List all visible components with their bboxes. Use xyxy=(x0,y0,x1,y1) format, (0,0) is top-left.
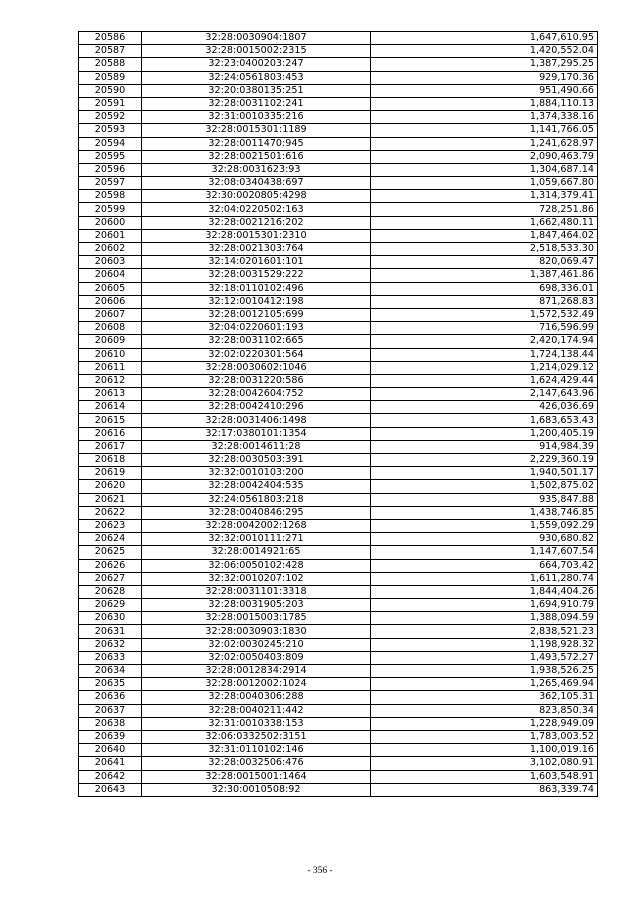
cadastral-number-cell: 32:32:0010207:102 xyxy=(142,572,371,585)
amount-cell: 951,490.66 xyxy=(371,84,598,97)
cadastral-number-cell: 32:14:0201601:101 xyxy=(142,256,371,269)
record-id-cell: 20615 xyxy=(79,414,142,427)
record-id-cell: 20620 xyxy=(79,480,142,493)
cadastral-number-cell: 32:28:0031102:241 xyxy=(142,97,371,110)
record-id-cell: 20606 xyxy=(79,295,142,308)
amount-cell: 2,518,533.30 xyxy=(371,243,598,256)
table-row xyxy=(79,401,598,414)
table-row xyxy=(79,651,598,664)
amount-cell: 1,304,687.14 xyxy=(371,163,598,176)
cadastral-number-cell: 32:28:0014921:65 xyxy=(142,546,371,559)
cadastral-number-cell: 32:28:0021303:764 xyxy=(142,243,371,256)
cadastral-number-cell: 32:20:0380135:251 xyxy=(142,84,371,97)
table-row xyxy=(79,572,598,585)
table-row xyxy=(79,374,598,387)
record-id-cell: 20628 xyxy=(79,585,142,598)
record-id-cell: 20637 xyxy=(79,704,142,717)
record-id-cell: 20618 xyxy=(79,454,142,467)
table-row xyxy=(79,559,598,572)
record-id-cell: 20603 xyxy=(79,256,142,269)
cadastral-number-cell: 32:08:0340438:697 xyxy=(142,177,371,190)
table-row xyxy=(79,599,598,612)
amount-cell: 871,268.83 xyxy=(371,295,598,308)
table-row xyxy=(79,32,598,45)
record-id-cell: 20597 xyxy=(79,177,142,190)
amount-cell: 1,265,469.94 xyxy=(371,678,598,691)
cadastral-number-cell: 32:28:0030503:391 xyxy=(142,454,371,467)
cadastral-number-cell: 32:28:0040846:295 xyxy=(142,506,371,519)
record-id-cell: 20609 xyxy=(79,335,142,348)
cadastral-number-cell: 32:28:0042604:752 xyxy=(142,388,371,401)
amount-cell: 1,844,404.26 xyxy=(371,585,598,598)
record-id-cell: 20588 xyxy=(79,58,142,71)
record-id-cell: 20635 xyxy=(79,678,142,691)
amount-cell: 728,251.86 xyxy=(371,203,598,216)
table-row xyxy=(79,744,598,757)
amount-cell: 2,229,360.19 xyxy=(371,454,598,467)
amount-cell: 1,388,094.59 xyxy=(371,612,598,625)
cadastral-number-cell: 32:30:0020805:4298 xyxy=(142,190,371,203)
table-row xyxy=(79,665,598,678)
table-row xyxy=(79,612,598,625)
amount-cell: 362,105.31 xyxy=(371,691,598,704)
cadastral-number-cell: 32:28:0021216:202 xyxy=(142,216,371,229)
table-row xyxy=(79,243,598,256)
table-row xyxy=(79,454,598,467)
record-id-cell: 20631 xyxy=(79,625,142,638)
table-row xyxy=(79,388,598,401)
table-row xyxy=(79,229,598,242)
table-row xyxy=(79,427,598,440)
amount-cell: 1,241,628.97 xyxy=(371,137,598,150)
page-number: - 356 - xyxy=(307,866,333,876)
amount-cell: 1,214,029.12 xyxy=(371,361,598,374)
amount-cell: 1,100,019.16 xyxy=(371,744,598,757)
cadastral-number-cell: 32:28:0031905:203 xyxy=(142,599,371,612)
cadastral-number-cell: 32:28:0015002:2315 xyxy=(142,45,371,58)
table-row xyxy=(79,177,598,190)
amount-cell: 1,783,003.52 xyxy=(371,730,598,743)
record-id-cell: 20598 xyxy=(79,190,142,203)
amount-cell: 1,694,910.79 xyxy=(371,599,598,612)
cadastral-number-cell: 32:28:0011470:945 xyxy=(142,137,371,150)
amount-cell: 1,420,552.04 xyxy=(371,45,598,58)
record-id-cell: 20613 xyxy=(79,388,142,401)
cadastral-number-cell: 32:04:0220601:193 xyxy=(142,322,371,335)
cadastral-number-cell: 32:28:0015301:2310 xyxy=(142,229,371,242)
table-row xyxy=(79,163,598,176)
table-row xyxy=(79,361,598,374)
cadastral-number-cell: 32:31:0010335:216 xyxy=(142,111,371,124)
cadastral-number-cell: 32:28:0031220:586 xyxy=(142,374,371,387)
record-id-cell: 20634 xyxy=(79,665,142,678)
record-id-cell: 20608 xyxy=(79,322,142,335)
record-id-cell: 20639 xyxy=(79,730,142,743)
record-table-body xyxy=(79,32,598,797)
cadastral-number-cell: 32:28:0014611:28 xyxy=(142,440,371,453)
table-row xyxy=(79,783,598,796)
cadastral-number-cell: 32:28:0015001:1464 xyxy=(142,770,371,783)
amount-cell: 1,147,607.54 xyxy=(371,546,598,559)
cadastral-number-cell: 32:28:0030903:1830 xyxy=(142,625,371,638)
table-row xyxy=(79,71,598,84)
record-id-cell: 20600 xyxy=(79,216,142,229)
table-row xyxy=(79,216,598,229)
table-row xyxy=(79,45,598,58)
record-id-cell: 20594 xyxy=(79,137,142,150)
record-id-cell: 20601 xyxy=(79,229,142,242)
table-row xyxy=(79,269,598,282)
record-id-cell: 20621 xyxy=(79,493,142,506)
table-row xyxy=(79,691,598,704)
table-row xyxy=(79,467,598,480)
table-row xyxy=(79,625,598,638)
record-id-cell: 20591 xyxy=(79,97,142,110)
amount-cell: 1,884,110.13 xyxy=(371,97,598,110)
record-id-cell: 20630 xyxy=(79,612,142,625)
cadastral-number-cell: 32:02:0050403:809 xyxy=(142,651,371,664)
amount-cell: 1,611,280.74 xyxy=(371,572,598,585)
cadastral-number-cell: 32:23:0400203:247 xyxy=(142,58,371,71)
cadastral-number-cell: 32:02:0030245:210 xyxy=(142,638,371,651)
cadastral-number-cell: 32:24:0561803:453 xyxy=(142,71,371,84)
record-id-cell: 20607 xyxy=(79,308,142,321)
cadastral-number-cell: 32:28:0031406:1498 xyxy=(142,414,371,427)
cadastral-number-cell: 32:02:0220301:564 xyxy=(142,348,371,361)
table-row xyxy=(79,533,598,546)
cadastral-number-cell: 32:28:0015301:1189 xyxy=(142,124,371,137)
table-row xyxy=(79,190,598,203)
cadastral-number-cell: 32:24:0561803:218 xyxy=(142,493,371,506)
amount-cell: 1,572,532.49 xyxy=(371,308,598,321)
cadastral-number-cell: 32:28:0042404:535 xyxy=(142,480,371,493)
cadastral-number-cell: 32:28:0031529:222 xyxy=(142,269,371,282)
amount-cell: 1,059,667.80 xyxy=(371,177,598,190)
record-id-cell: 20622 xyxy=(79,506,142,519)
table-row xyxy=(79,58,598,71)
cadastral-number-cell: 32:28:0015003:1785 xyxy=(142,612,371,625)
amount-cell: 698,336.01 xyxy=(371,282,598,295)
amount-cell: 930,680.82 xyxy=(371,533,598,546)
record-id-cell: 20619 xyxy=(79,467,142,480)
cadastral-number-cell: 32:31:0110102:146 xyxy=(142,744,371,757)
record-id-cell: 20612 xyxy=(79,374,142,387)
record-id-cell: 20596 xyxy=(79,163,142,176)
amount-cell: 716,596.99 xyxy=(371,322,598,335)
record-id-cell: 20636 xyxy=(79,691,142,704)
amount-cell: 426,036.69 xyxy=(371,401,598,414)
table-row xyxy=(79,137,598,150)
cadastral-number-cell: 32:28:0042410:296 xyxy=(142,401,371,414)
table-row xyxy=(79,124,598,137)
table-row xyxy=(79,546,598,559)
table-row xyxy=(79,770,598,783)
record-id-cell: 20623 xyxy=(79,519,142,532)
table-row xyxy=(79,730,598,743)
table-row xyxy=(79,519,598,532)
table-row xyxy=(79,84,598,97)
record-id-cell: 20617 xyxy=(79,440,142,453)
cadastral-number-cell: 32:28:0030904:1807 xyxy=(142,32,371,45)
cadastral-number-cell: 32:28:0031101:3318 xyxy=(142,585,371,598)
record-id-cell: 20602 xyxy=(79,243,142,256)
record-id-cell: 20640 xyxy=(79,744,142,757)
cadastral-number-cell: 32:28:0042002:1268 xyxy=(142,519,371,532)
amount-cell: 1,624,429.44 xyxy=(371,374,598,387)
cadastral-number-cell: 32:06:0332502:3151 xyxy=(142,730,371,743)
table-row xyxy=(79,322,598,335)
record-id-cell: 20605 xyxy=(79,282,142,295)
cadastral-number-cell: 32:30:0010508:92 xyxy=(142,783,371,796)
cadastral-number-cell: 32:31:0010338:153 xyxy=(142,717,371,730)
cadastral-number-cell: 32:28:0040211:442 xyxy=(142,704,371,717)
record-id-cell: 20593 xyxy=(79,124,142,137)
table-row xyxy=(79,493,598,506)
record-id-cell: 20586 xyxy=(79,32,142,45)
amount-cell: 914,984.39 xyxy=(371,440,598,453)
cadastral-number-cell: 32:32:0010103:200 xyxy=(142,467,371,480)
cadastral-number-cell: 32:28:0012105:699 xyxy=(142,308,371,321)
table-row xyxy=(79,150,598,163)
record-id-cell: 20616 xyxy=(79,427,142,440)
table-row xyxy=(79,678,598,691)
record-id-cell: 20632 xyxy=(79,638,142,651)
table-row xyxy=(79,704,598,717)
cadastral-number-cell: 32:32:0010111:271 xyxy=(142,533,371,546)
amount-cell: 1,662,480.11 xyxy=(371,216,598,229)
amount-cell: 820,069.47 xyxy=(371,256,598,269)
record-id-cell: 20610 xyxy=(79,348,142,361)
amount-cell: 1,387,461.86 xyxy=(371,269,598,282)
amount-cell: 1,559,092.29 xyxy=(371,519,598,532)
amount-cell: 1,374,338.16 xyxy=(371,111,598,124)
record-id-cell: 20624 xyxy=(79,533,142,546)
amount-cell: 823,850.34 xyxy=(371,704,598,717)
amount-cell: 2,838,521.23 xyxy=(371,625,598,638)
amount-cell: 1,938,526.25 xyxy=(371,665,598,678)
table-row xyxy=(79,111,598,124)
amount-cell: 1,438,746.85 xyxy=(371,506,598,519)
record-table xyxy=(78,31,598,797)
table-row xyxy=(79,717,598,730)
table-row xyxy=(79,506,598,519)
amount-cell: 1,141,766.05 xyxy=(371,124,598,137)
cadastral-number-cell: 32:04:0220502:163 xyxy=(142,203,371,216)
record-id-cell: 20641 xyxy=(79,757,142,770)
table-row xyxy=(79,585,598,598)
amount-cell: 3,102,080.91 xyxy=(371,757,598,770)
record-id-cell: 20627 xyxy=(79,572,142,585)
cadastral-number-cell: 32:28:0030602:1046 xyxy=(142,361,371,374)
table-row xyxy=(79,97,598,110)
amount-cell: 1,683,653.43 xyxy=(371,414,598,427)
amount-cell: 2,420,174.94 xyxy=(371,335,598,348)
amount-cell: 2,147,643.96 xyxy=(371,388,598,401)
amount-cell: 1,200,405.19 xyxy=(371,427,598,440)
table-row xyxy=(79,256,598,269)
cadastral-number-cell: 32:17:0380101:1354 xyxy=(142,427,371,440)
record-id-cell: 20611 xyxy=(79,361,142,374)
amount-cell: 1,228,949.09 xyxy=(371,717,598,730)
record-id-cell: 20592 xyxy=(79,111,142,124)
amount-cell: 1,940,501.17 xyxy=(371,467,598,480)
table-row xyxy=(79,308,598,321)
record-id-cell: 20604 xyxy=(79,269,142,282)
table-row xyxy=(79,638,598,651)
amount-cell: 1,647,610.95 xyxy=(371,32,598,45)
cadastral-number-cell: 32:28:0040306:288 xyxy=(142,691,371,704)
record-id-cell: 20643 xyxy=(79,783,142,796)
cadastral-number-cell: 32:28:0032506:476 xyxy=(142,757,371,770)
amount-cell: 1,603,548.91 xyxy=(371,770,598,783)
table-row xyxy=(79,757,598,770)
amount-cell: 929,170.36 xyxy=(371,71,598,84)
cadastral-number-cell: 32:06:0050102:428 xyxy=(142,559,371,572)
amount-cell: 1,724,138.44 xyxy=(371,348,598,361)
amount-cell: 1,387,295.25 xyxy=(371,58,598,71)
cadastral-number-cell: 32:28:0012002:1024 xyxy=(142,678,371,691)
amount-cell: 935,847.88 xyxy=(371,493,598,506)
amount-cell: 1,314,379.41 xyxy=(371,190,598,203)
cadastral-number-cell: 32:18:0110102:496 xyxy=(142,282,371,295)
record-id-cell: 20589 xyxy=(79,71,142,84)
cadastral-number-cell: 32:12:0010412:198 xyxy=(142,295,371,308)
amount-cell: 1,198,928.32 xyxy=(371,638,598,651)
record-id-cell: 20642 xyxy=(79,770,142,783)
table-row xyxy=(79,414,598,427)
record-id-cell: 20638 xyxy=(79,717,142,730)
amount-cell: 1,847,464.02 xyxy=(371,229,598,242)
table-row xyxy=(79,335,598,348)
cadastral-number-cell: 32:28:0031623:93 xyxy=(142,163,371,176)
table-row xyxy=(79,440,598,453)
table-row xyxy=(79,203,598,216)
record-id-cell: 20633 xyxy=(79,651,142,664)
amount-cell: 2,090,463.79 xyxy=(371,150,598,163)
table-row xyxy=(79,348,598,361)
table-row xyxy=(79,480,598,493)
amount-cell: 1,502,875.02 xyxy=(371,480,598,493)
amount-cell: 863,339.74 xyxy=(371,783,598,796)
cadastral-number-cell: 32:28:0021501:616 xyxy=(142,150,371,163)
cadastral-number-cell: 32:28:0012834:2914 xyxy=(142,665,371,678)
table-row xyxy=(79,295,598,308)
record-id-cell: 20599 xyxy=(79,203,142,216)
table-row xyxy=(79,282,598,295)
record-id-cell: 20587 xyxy=(79,45,142,58)
amount-cell: 1,493,572.27 xyxy=(371,651,598,664)
amount-cell: 664,703.42 xyxy=(371,559,598,572)
cadastral-number-cell: 32:28:0031102:665 xyxy=(142,335,371,348)
record-id-cell: 20595 xyxy=(79,150,142,163)
record-id-cell: 20625 xyxy=(79,546,142,559)
record-id-cell: 20614 xyxy=(79,401,142,414)
record-id-cell: 20626 xyxy=(79,559,142,572)
record-id-cell: 20590 xyxy=(79,84,142,97)
record-id-cell: 20629 xyxy=(79,599,142,612)
